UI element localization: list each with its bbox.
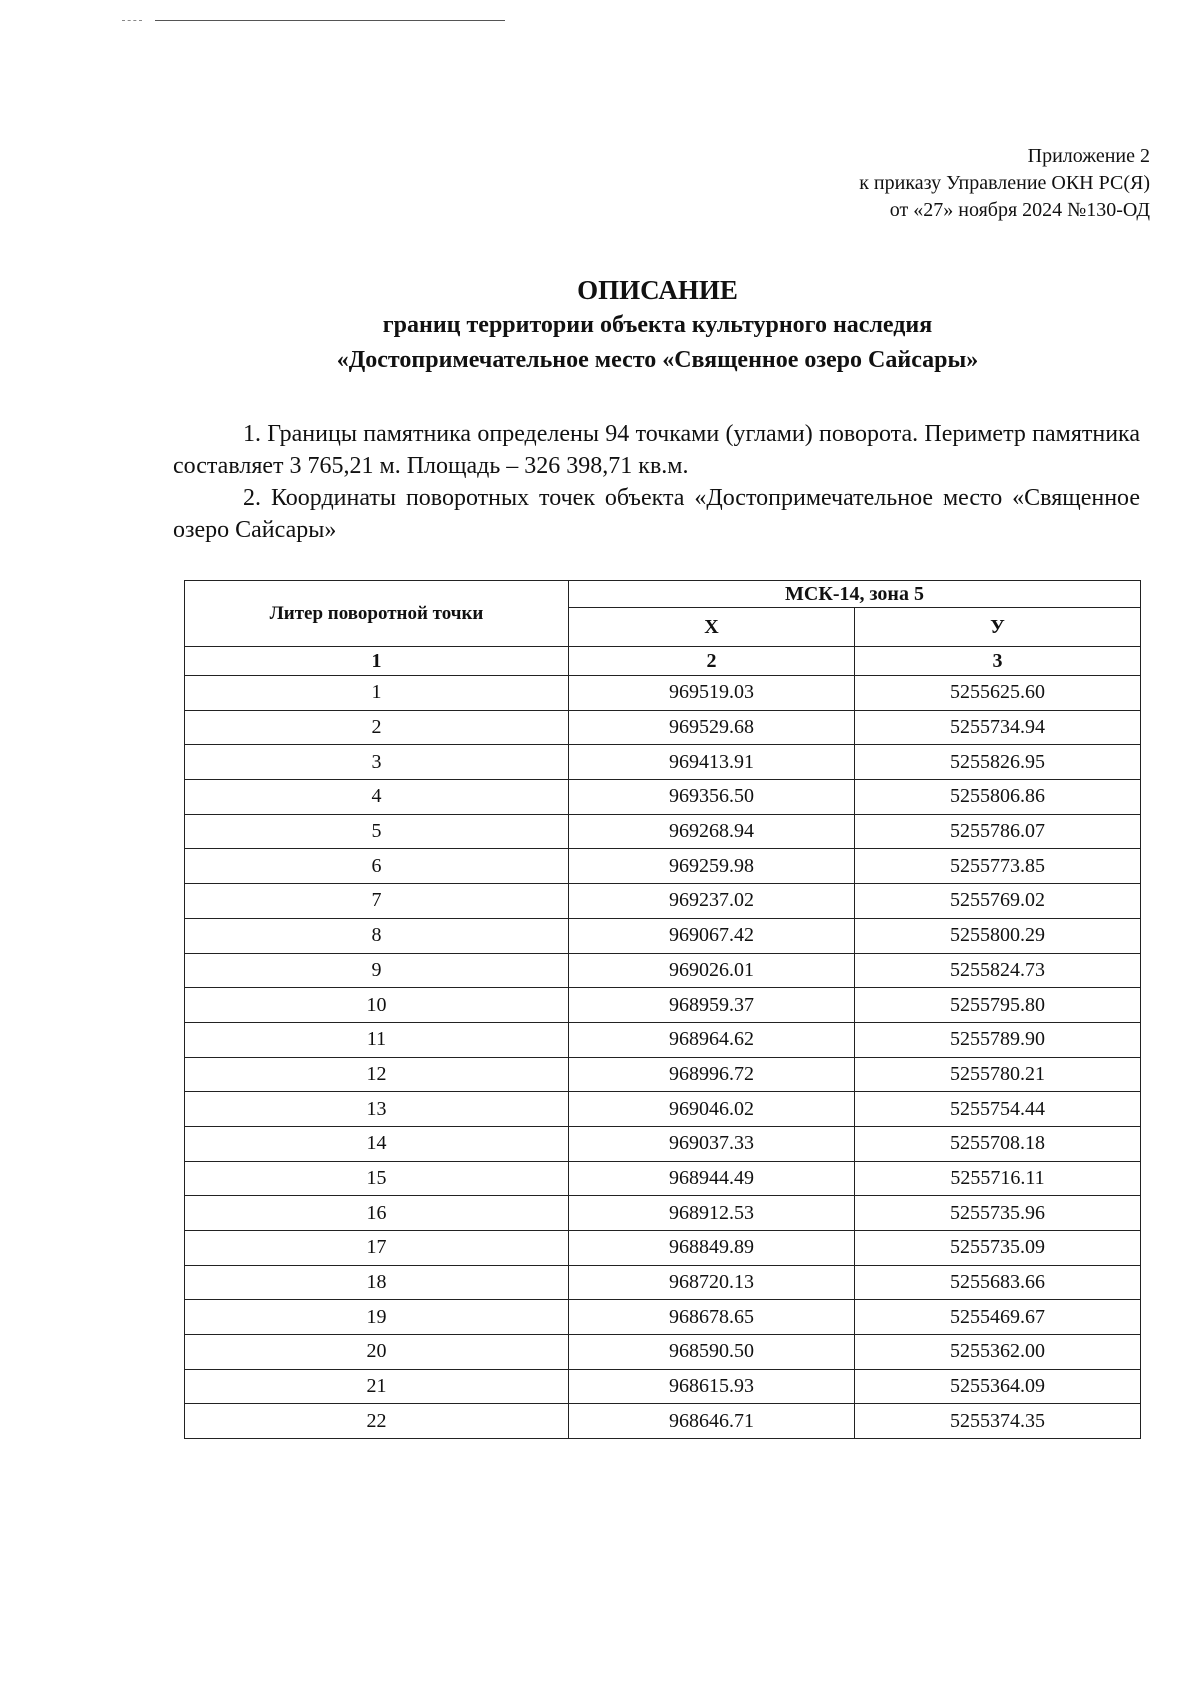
point-number-cell: 5 [185, 814, 569, 849]
table-row [185, 918, 1141, 953]
point-number-cell: 7 [185, 884, 569, 919]
table-row [185, 1161, 1141, 1196]
x-coordinate-cell: 969037.33 [569, 1126, 855, 1161]
x-coordinate-cell: 968615.93 [569, 1369, 855, 1404]
table-row [185, 1196, 1141, 1231]
x-coordinate-cell: 969259.98 [569, 849, 855, 884]
table-row [185, 780, 1141, 815]
body-text [173, 418, 1140, 546]
y-coordinate-cell: 5255735.09 [855, 1231, 1141, 1266]
y-coordinate-cell: 5255789.90 [855, 1022, 1141, 1057]
table-row [185, 1092, 1141, 1127]
table-row [185, 814, 1141, 849]
x-coordinate-cell: 968944.49 [569, 1161, 855, 1196]
paragraph-1: 1. Границы памятника определены 94 точками (углами) поворота. Периметр памятника составляет 3 765,21 м. Площадь – 326 398,71 кв.м. [173, 421, 1140, 479]
point-number-cell: 16 [185, 1196, 569, 1231]
y-coordinate-cell: 5255362.00 [855, 1335, 1141, 1370]
title-line-2: границ территории объекта культурного наследия [382, 312, 933, 338]
table-header-row [185, 581, 1141, 608]
point-number-cell: 3 [185, 745, 569, 780]
x-coordinate-cell: 968720.13 [569, 1265, 855, 1300]
x-coordinate-cell: 968849.89 [569, 1231, 855, 1266]
table-row [185, 953, 1141, 988]
point-number-cell: 18 [185, 1265, 569, 1300]
point-number-cell: 19 [185, 1300, 569, 1335]
x-coordinate-cell: 968959.37 [569, 988, 855, 1023]
point-number-cell: 12 [185, 1057, 569, 1092]
y-coordinate-cell: 5255795.80 [855, 988, 1141, 1023]
y-coordinate-cell: 5255786.07 [855, 814, 1141, 849]
appendix-order: к приказу Управление ОКН РС(Я) [859, 172, 1150, 194]
table-row [185, 1057, 1141, 1092]
y-coordinate-cell: 5255754.44 [855, 1092, 1141, 1127]
top-dash-mark [122, 20, 142, 21]
point-number-cell: 1 [185, 676, 569, 711]
y-coordinate-cell: 5255716.11 [855, 1161, 1141, 1196]
y-coordinate-cell: 5255708.18 [855, 1126, 1141, 1161]
table-row [185, 1404, 1141, 1439]
x-coordinate-cell: 968590.50 [569, 1335, 855, 1370]
table-body [185, 676, 1141, 1439]
x-coordinate-cell: 969067.42 [569, 918, 855, 953]
table-row [185, 988, 1141, 1023]
y-coordinate-cell: 5255735.96 [855, 1196, 1141, 1231]
table-row [185, 1126, 1141, 1161]
x-coordinate-cell: 969046.02 [569, 1092, 855, 1127]
table-row [185, 884, 1141, 919]
x-coordinate-cell: 969529.68 [569, 710, 855, 745]
column-number-3: 3 [855, 647, 1141, 676]
y-coordinate-cell: 5255773.85 [855, 849, 1141, 884]
point-number-cell: 9 [185, 953, 569, 988]
table-row [185, 1231, 1141, 1266]
table-row [185, 1369, 1141, 1404]
table-row [185, 676, 1141, 711]
table-row [185, 745, 1141, 780]
y-coordinate-cell: 5255734.94 [855, 710, 1141, 745]
x-coordinate-cell: 969413.91 [569, 745, 855, 780]
table-row [185, 1335, 1141, 1370]
paragraph-2: 2. Координаты поворотных точек объекта «Достопримечательное место «Священное озеро Сайсары» [173, 485, 1140, 543]
y-coordinate-cell: 5255780.21 [855, 1057, 1141, 1092]
y-coordinate-cell: 5255806.86 [855, 780, 1141, 815]
table-row [185, 710, 1141, 745]
y-coordinate-cell: 5255826.95 [855, 745, 1141, 780]
column-number-1: 1 [185, 647, 569, 676]
x-coordinate-cell: 968912.53 [569, 1196, 855, 1231]
document-title [0, 272, 1200, 378]
header-point-letter: Литер поворотной точки [185, 581, 569, 647]
point-number-cell: 21 [185, 1369, 569, 1404]
table-row [185, 1300, 1141, 1335]
x-coordinate-cell: 969268.94 [569, 814, 855, 849]
point-number-cell: 8 [185, 918, 569, 953]
y-coordinate-cell: 5255800.29 [855, 918, 1141, 953]
y-coordinate-cell: 5255824.73 [855, 953, 1141, 988]
point-number-cell: 4 [185, 780, 569, 815]
x-coordinate-cell: 968646.71 [569, 1404, 855, 1439]
y-coordinate-cell: 5255469.67 [855, 1300, 1141, 1335]
appendix-block [859, 143, 1150, 224]
header-x: Х [569, 608, 855, 647]
x-coordinate-cell: 969237.02 [569, 884, 855, 919]
table-row [185, 1265, 1141, 1300]
x-coordinate-cell: 968678.65 [569, 1300, 855, 1335]
title-line-3: «Достопримечательное место «Священное озеро Сайсары» [336, 347, 979, 373]
point-number-cell: 22 [185, 1404, 569, 1439]
point-number-cell: 11 [185, 1022, 569, 1057]
point-number-cell: 2 [185, 710, 569, 745]
header-y: У [855, 608, 1141, 647]
title-main: ОПИСАНИЕ [577, 275, 738, 305]
column-number-row [185, 647, 1141, 676]
x-coordinate-cell: 969356.50 [569, 780, 855, 815]
point-number-cell: 13 [185, 1092, 569, 1127]
y-coordinate-cell: 5255625.60 [855, 676, 1141, 711]
coordinates-table [184, 580, 1141, 1439]
table-row [185, 1022, 1141, 1057]
appendix-label: Приложение 2 [1027, 145, 1150, 167]
coordinates-table-wrap [184, 580, 1140, 1439]
point-number-cell: 20 [185, 1335, 569, 1370]
header-coordinate-system: МСК-14, зона 5 [569, 581, 1141, 608]
point-number-cell: 17 [185, 1231, 569, 1266]
appendix-date: от «27» ноября 2024 №130-ОД [889, 199, 1150, 221]
point-number-cell: 10 [185, 988, 569, 1023]
point-number-cell: 15 [185, 1161, 569, 1196]
x-coordinate-cell: 968996.72 [569, 1057, 855, 1092]
x-coordinate-cell: 969026.01 [569, 953, 855, 988]
y-coordinate-cell: 5255364.09 [855, 1369, 1141, 1404]
x-coordinate-cell: 969519.03 [569, 676, 855, 711]
table-row [185, 849, 1141, 884]
point-number-cell: 14 [185, 1126, 569, 1161]
column-number-2: 2 [569, 647, 855, 676]
point-number-cell: 6 [185, 849, 569, 884]
top-rule [155, 20, 505, 21]
x-coordinate-cell: 968964.62 [569, 1022, 855, 1057]
y-coordinate-cell: 5255683.66 [855, 1265, 1141, 1300]
y-coordinate-cell: 5255769.02 [855, 884, 1141, 919]
y-coordinate-cell: 5255374.35 [855, 1404, 1141, 1439]
